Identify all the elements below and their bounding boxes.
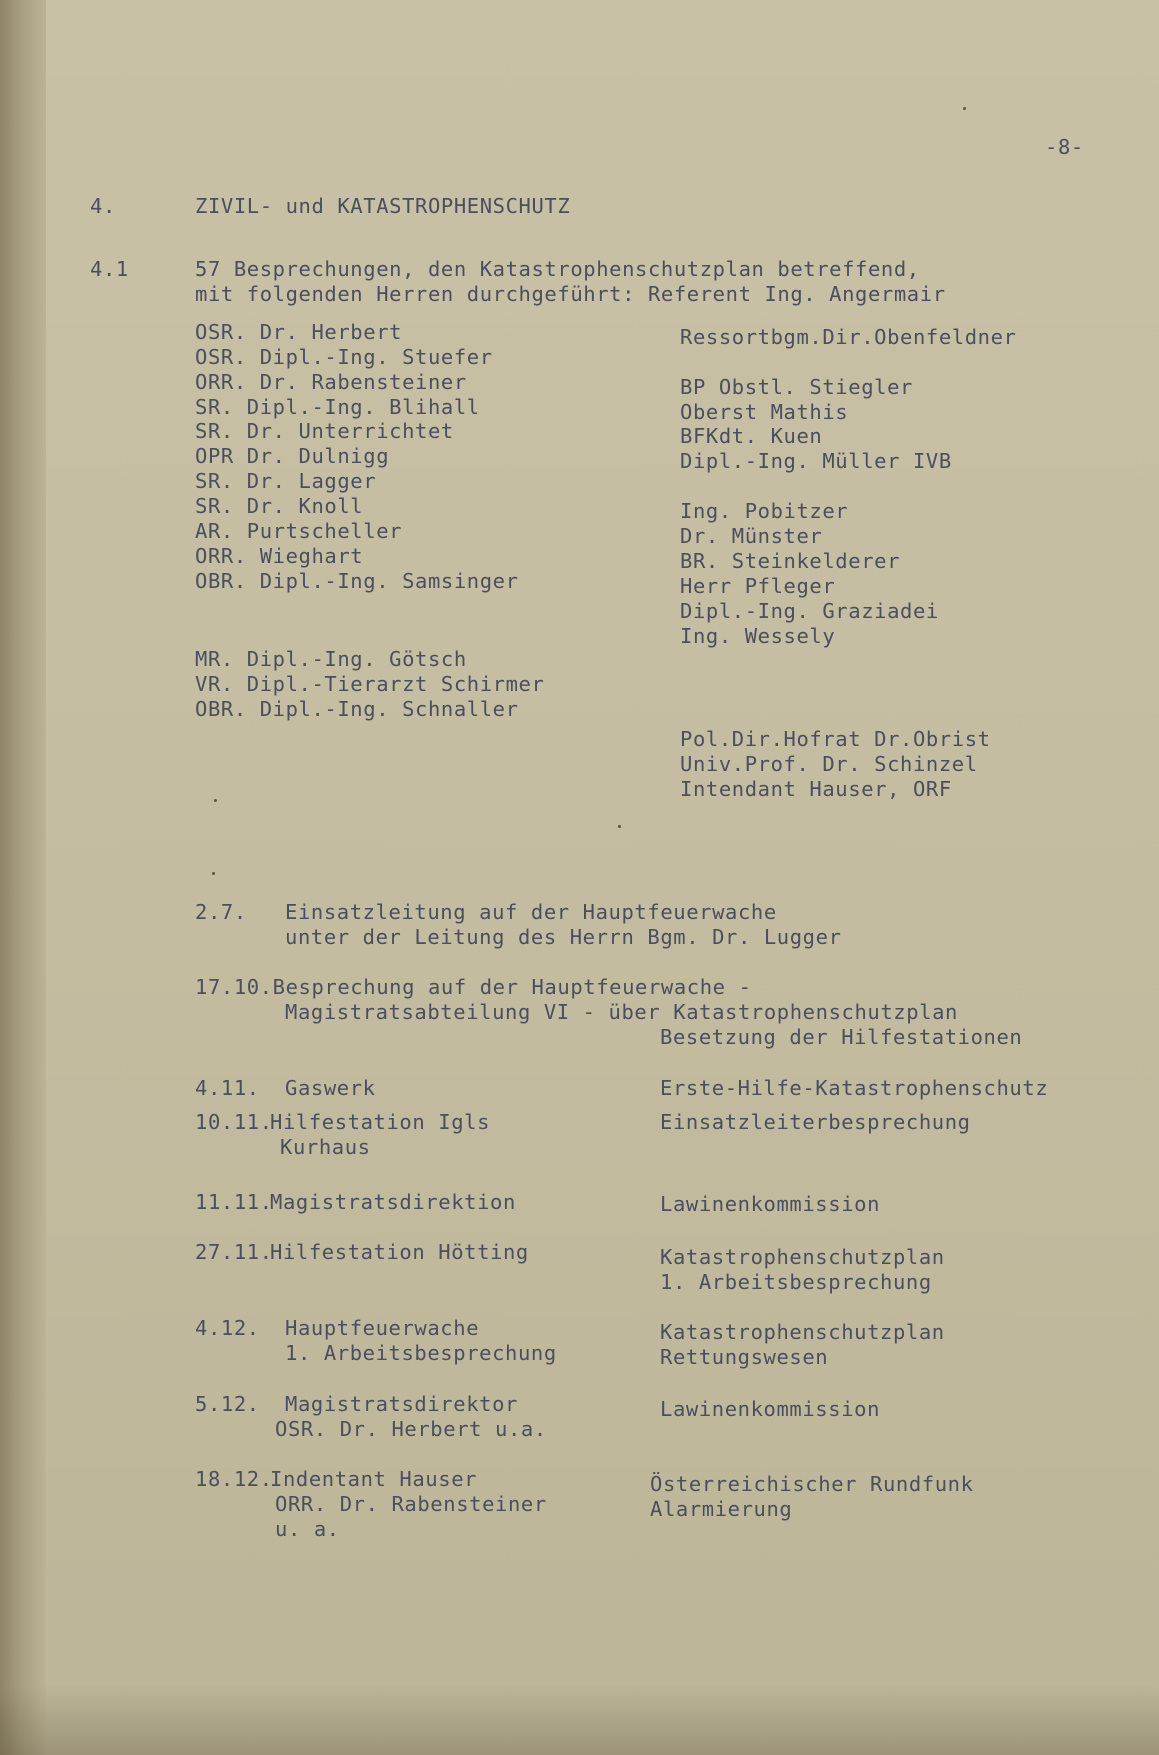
page-binding-edge <box>0 0 46 1755</box>
person-right: Ing. Wessely <box>680 624 836 648</box>
paper-speck <box>212 872 215 875</box>
event-topic: Katastrophenschutzplan <box>660 1245 945 1269</box>
event-place: Hilfestation Igls <box>270 1110 491 1134</box>
event-place: Indentant Hauser <box>270 1467 478 1491</box>
event-topic: Rettungswesen <box>660 1345 829 1369</box>
person-left: ORR. Dr. Rabensteiner <box>195 370 467 394</box>
person-left: OSR. Dipl.-Ing. Stuefer <box>195 345 493 369</box>
event-date: 10.11. <box>195 1110 273 1134</box>
person-right: BR. Steinkelderer <box>680 549 901 573</box>
event-place: Gaswerk <box>285 1076 376 1100</box>
person-left: ORR. Wieghart <box>195 544 364 568</box>
page-bottom-shadow <box>0 1685 1159 1755</box>
event-date: 4.12. <box>195 1316 260 1340</box>
person-right: BFKdt. Kuen <box>680 424 823 448</box>
event-topic: Lawinenkommission <box>660 1192 881 1216</box>
event-topic: 1. Arbeitsbesprechung <box>660 1270 932 1294</box>
event-date-line: 17.10.Besprechung auf der Hauptfeuerwache - <box>195 975 752 999</box>
person-right: BP Obstl. Stiegler <box>680 375 913 399</box>
person-right: Ressortbgm.Dir.Obenfeldner <box>680 325 1017 349</box>
person-right: Dipl.-Ing. Müller IVB <box>680 449 952 473</box>
event-place: Magistratsdirektion <box>270 1190 516 1214</box>
event-text: unter der Leitung des Herrn Bgm. Dr. Lugger <box>285 925 842 949</box>
event-topic: Katastrophenschutzplan <box>660 1320 945 1344</box>
subsection-number: 4.1 <box>90 257 129 281</box>
event-topic: Österreichischer Rundfunk <box>650 1472 974 1496</box>
page-number: -8- <box>1045 135 1084 159</box>
person-left: VR. Dipl.-Tierarzt Schirmer <box>195 672 545 696</box>
paper-speck <box>963 107 966 110</box>
event-topic: Alarmierung <box>650 1497 793 1521</box>
person-left: SR. Dr. Unterrichtet <box>195 419 454 443</box>
person-right: Ing. Pobitzer <box>680 499 849 523</box>
section-title: ZIVIL- und KATASTROPHENSCHUTZ <box>195 194 571 218</box>
subsection-intro-line-2: mit folgenden Herren durchgeführt: Referent Ing. Angermair <box>195 282 946 306</box>
person-left: MR. Dipl.-Ing. Götsch <box>195 647 467 671</box>
event-place: Hauptfeuerwache <box>285 1316 480 1340</box>
event-place: u. a. <box>275 1517 340 1541</box>
person-left: SR. Dr. Lagger <box>195 469 377 493</box>
event-date: 5.12. <box>195 1392 260 1416</box>
paper-speck <box>618 825 621 828</box>
event-text: Magistratsabteilung VI - über Katastrophenschutzplan <box>285 1000 958 1024</box>
event-date: 2.7. <box>195 900 247 924</box>
event-place: ORR. Dr. Rabensteiner <box>275 1492 547 1516</box>
event-place: OSR. Dr. Herbert u.a. <box>275 1417 547 1441</box>
person-left: SR. Dipl.-Ing. Blihall <box>195 395 480 419</box>
event-text: Einsatzleitung auf der Hauptfeuerwache <box>285 900 777 924</box>
event-place: Hilfestation Hötting <box>270 1240 529 1264</box>
event-date: 18.12. <box>195 1467 273 1491</box>
event-topic: Einsatzleiterbesprechung <box>660 1110 971 1134</box>
person-left: AR. Purtscheller <box>195 519 403 543</box>
person-left: OSR. Dr. Herbert <box>195 320 403 344</box>
event-text: Besetzung der Hilfestationen <box>660 1025 1023 1049</box>
person-right: Dr. Münster <box>680 524 823 548</box>
person-right: Intendant Hauser, ORF <box>680 777 952 801</box>
event-place: 1. Arbeitsbesprechung <box>285 1341 557 1365</box>
person-left: OBR. Dipl.-Ing. Samsinger <box>195 569 519 593</box>
person-right: Oberst Mathis <box>680 400 849 424</box>
event-topic: Erste-Hilfe-Katastrophenschutz <box>660 1076 1049 1100</box>
event-topic: Lawinenkommission <box>660 1397 881 1421</box>
person-right: Herr Pfleger <box>680 574 836 598</box>
person-right: Pol.Dir.Hofrat Dr.Obrist <box>680 727 991 751</box>
event-date: 11.11. <box>195 1190 273 1214</box>
section-number: 4. <box>90 194 116 218</box>
person-left: OPR Dr. Dulnigg <box>195 444 390 468</box>
event-place: Magistratsdirektor <box>285 1392 518 1416</box>
paper-speck <box>214 799 217 802</box>
event-date: 4.11. <box>195 1076 260 1100</box>
person-right: Dipl.-Ing. Graziadei <box>680 599 939 623</box>
event-place: Kurhaus <box>280 1135 371 1159</box>
person-right: Univ.Prof. Dr. Schinzel <box>680 752 978 776</box>
subsection-intro-line-1: 57 Besprechungen, den Katastrophenschutzplan betreffend, <box>195 257 920 281</box>
person-left: OBR. Dipl.-Ing. Schnaller <box>195 697 519 721</box>
person-left: SR. Dr. Knoll <box>195 494 364 518</box>
event-date: 27.11. <box>195 1240 273 1264</box>
